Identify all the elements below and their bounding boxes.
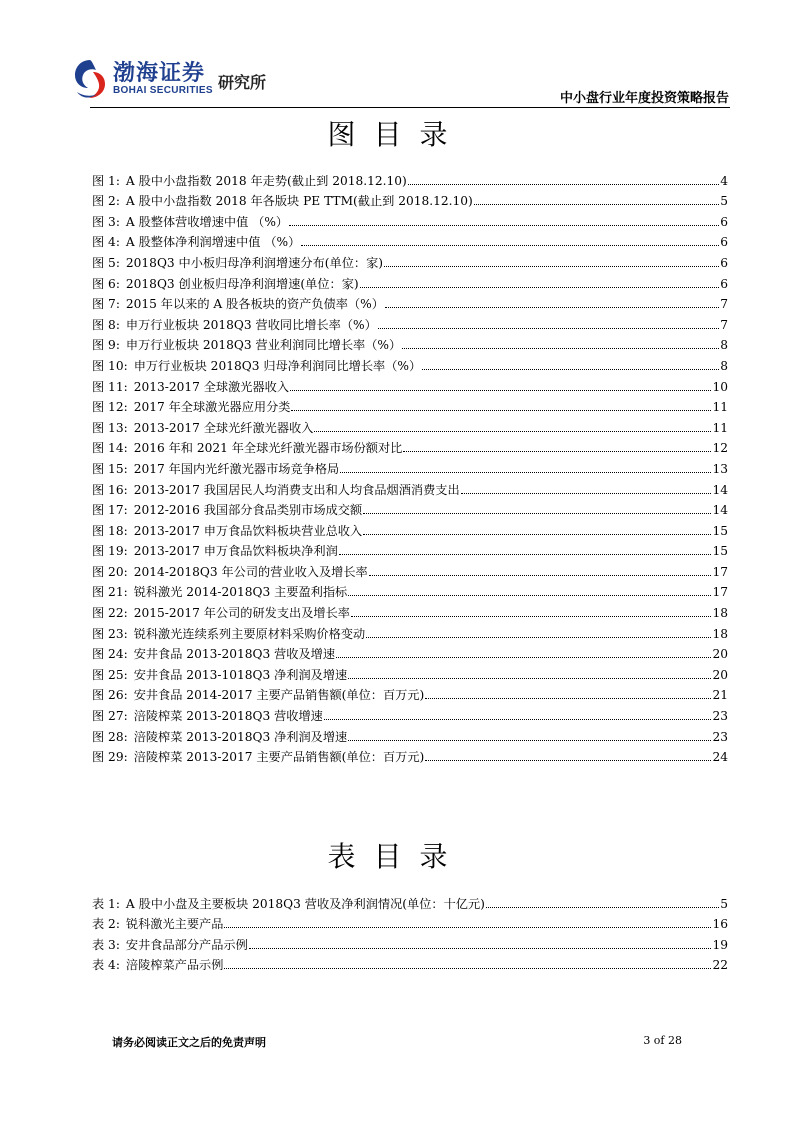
figure-toc-entry[interactable] — [92, 189, 728, 210]
toc-page-number: 21 — [712, 688, 728, 703]
figure-toc-entry[interactable] — [92, 600, 728, 621]
toc-leader-dots — [402, 348, 719, 349]
figure-toc-entry[interactable] — [92, 374, 728, 395]
toc-page-number: 15 — [712, 523, 728, 538]
figure-toc-entry[interactable] — [92, 477, 728, 498]
toc-entry-title — [92, 358, 421, 374]
toc-entry-number: 图 8: — [92, 317, 120, 332]
toc-entry-text: 2014-2018Q3 年公司的营业收入及增长率 — [133, 564, 368, 579]
figure-toc-entry[interactable] — [92, 250, 728, 271]
figure-toc-entry[interactable] — [92, 642, 728, 663]
toc-page-number: 20 — [712, 667, 728, 682]
toc-entry-text: 2013-2017 全球激光器收入 — [133, 379, 290, 394]
toc-entry-number: 图 23: — [92, 626, 128, 641]
toc-entry-text: 2018Q3 创业板归母净利润增速(单位：家) — [125, 276, 359, 291]
toc-entry-text: A 股中小盘指数 2018 年走势(截止到 2018.12.10) — [125, 173, 407, 188]
toc-entry-text: A 股中小盘及主要板块 2018Q3 营收及净利润情况(单位：十亿元) — [125, 896, 485, 911]
toc-entry-number: 图 28: — [92, 729, 128, 744]
bohai-logo-mark-icon — [73, 58, 107, 100]
toc-entry-number: 图 13: — [92, 420, 128, 435]
toc-entry-number: 图 22: — [92, 606, 128, 621]
toc-entry-title — [92, 214, 288, 230]
figure-toc-entry[interactable] — [92, 683, 728, 704]
toc-entry-title — [92, 626, 365, 642]
toc-entry-title — [92, 193, 473, 209]
toc-entry-title — [92, 937, 248, 953]
toc-page-number: 5 — [720, 194, 728, 209]
toc-entry-number: 图 7: — [92, 297, 120, 312]
figure-toc-entry[interactable] — [92, 353, 728, 374]
toc-leader-dots — [351, 616, 712, 617]
toc-entry-text: 申万行业板块 2018Q3 营业利润同比增长率（%） — [125, 338, 402, 353]
toc-leader-dots — [408, 184, 719, 185]
figure-toc-entry[interactable] — [92, 539, 728, 560]
toc-entry-number: 图 16: — [92, 482, 128, 497]
toc-entry-text: 2016 年和 2021 年全球光纤激光器市场份额对比 — [133, 441, 403, 456]
toc-entry-title — [92, 667, 347, 683]
table-toc-entry[interactable] — [92, 912, 728, 933]
toc-page-number: 8 — [720, 358, 728, 373]
toc-entry-title — [92, 543, 338, 559]
toc-page-number: 4 — [720, 173, 728, 188]
toc-entry-title — [92, 687, 424, 703]
toc-entry-title — [92, 708, 323, 724]
toc-entry-number: 图 18: — [92, 523, 128, 538]
toc-entry-number: 表 3: — [92, 937, 120, 952]
toc-entry-text: 申万行业板块 2018Q3 归母净利润同比增长率（%） — [133, 358, 422, 373]
toc-entry-title — [92, 399, 290, 415]
toc-entry-number: 图 29: — [92, 750, 128, 765]
toc-page-number: 11 — [712, 400, 728, 415]
toc-page-number: 23 — [712, 729, 728, 744]
toc-page-number: 7 — [720, 317, 728, 332]
toc-entry-title — [92, 605, 350, 621]
toc-leader-dots — [336, 657, 711, 658]
toc-entry-text: 锐科激光连续系列主要原材料采购价格变动 — [133, 626, 366, 641]
figure-toc-entry[interactable] — [92, 745, 728, 766]
toc-entry-text: 安井食品 2014-2017 主要产品销售额(单位：百万元) — [133, 688, 425, 703]
toc-entry-number: 图 27: — [92, 709, 128, 724]
figure-toc-entry[interactable] — [92, 703, 728, 724]
toc-leader-dots — [348, 740, 711, 741]
logo-chinese-name: 渤海证券 — [113, 60, 206, 86]
toc-entry-title — [92, 916, 223, 932]
toc-leader-dots — [474, 204, 719, 205]
toc-entry-text: A 股中小盘指数 2018 年各版块 PE TTM(截止到 2018.12.10) — [125, 194, 473, 209]
toc-entry-title — [92, 749, 424, 765]
figure-toc-entry[interactable] — [92, 312, 728, 333]
figure-toc-entry[interactable] — [92, 621, 728, 642]
toc-entry-title — [92, 957, 223, 973]
toc-leader-dots — [378, 328, 719, 329]
toc-page-number: 5 — [720, 896, 728, 911]
toc-entry-title — [92, 420, 313, 436]
toc-entry-title — [92, 482, 460, 498]
toc-entry-number: 表 1: — [92, 896, 120, 911]
toc-entry-number: 图 25: — [92, 667, 128, 682]
bohai-logo — [73, 56, 293, 104]
toc-entry-text: A 股整体净利润增速中值 （%） — [125, 235, 301, 250]
figure-toc-entry[interactable] — [92, 271, 728, 292]
page-number: 3 of 28 — [643, 1034, 682, 1047]
report-title: 中小盘行业年度投资策略报告 — [559, 91, 729, 106]
toc-page-number: 8 — [720, 338, 728, 353]
toc-entry-number: 图 20: — [92, 564, 128, 579]
toc-leader-dots — [301, 245, 719, 246]
toc-leader-dots — [291, 410, 711, 411]
toc-entry-text: 安井食品 2013-2018Q3 营收及增速 — [133, 647, 336, 662]
figure-toc-entry[interactable] — [92, 518, 728, 539]
header-divider — [90, 107, 730, 108]
toc-entry-title — [92, 729, 347, 745]
toc-leader-dots — [385, 307, 719, 308]
toc-page-number: 11 — [712, 420, 728, 435]
toc-entry-number: 图 11: — [92, 379, 128, 394]
toc-entry-title — [92, 276, 359, 292]
toc-leader-dots — [224, 927, 711, 928]
toc-entry-title — [92, 173, 407, 189]
toc-entry-text: 安井食品部分产品示例 — [125, 937, 248, 952]
toc-leader-dots — [249, 948, 712, 949]
toc-page-number: 12 — [712, 441, 728, 456]
toc-page-number: 6 — [720, 235, 728, 250]
table-toc-entry[interactable] — [92, 932, 728, 953]
toc-page-number: 17 — [712, 585, 728, 600]
toc-entry-text: 2013-2017 申万食品饮料板块净利润 — [133, 544, 338, 559]
toc-page-number: 24 — [712, 750, 728, 765]
toc-entry-title — [92, 379, 289, 395]
toc-page-number: 6 — [720, 255, 728, 270]
toc-entry-text: A 股整体营收增速中值 （%） — [125, 214, 289, 229]
toc-entry-text: 锐科激光主要产品 — [125, 917, 224, 932]
table-toc-entry[interactable] — [92, 953, 728, 974]
toc-entry-title — [92, 502, 362, 518]
toc-leader-dots — [224, 968, 711, 969]
toc-entry-number: 图 5: — [92, 255, 120, 270]
toc-leader-dots — [290, 390, 711, 391]
toc-entry-title — [92, 440, 402, 456]
figure-toc-entry[interactable] — [92, 456, 728, 477]
toc-entry-text: 涪陵榨菜 2013-2017 主要产品销售额(单位：百万元) — [133, 750, 425, 765]
toc-entry-title — [92, 564, 368, 580]
toc-entry-title — [92, 337, 401, 353]
toc-entry-number: 图 12: — [92, 400, 128, 415]
figure-toc-entry[interactable] — [92, 559, 728, 580]
toc-entry-title — [92, 255, 383, 271]
toc-page-number: 10 — [712, 379, 728, 394]
disclaimer-note: 请务必阅读正文之后的免责声明 — [112, 1036, 266, 1049]
toc-entry-text: 2017 年国内光纤激光器市场竞争格局 — [133, 461, 340, 476]
toc-page-number: 7 — [720, 297, 728, 312]
toc-page-number: 18 — [712, 626, 728, 641]
toc-entry-number: 图 1: — [92, 173, 120, 188]
toc-page-number: 17 — [712, 564, 728, 579]
toc-leader-dots — [348, 678, 711, 679]
toc-leader-dots — [422, 369, 719, 370]
toc-leader-dots — [369, 575, 712, 576]
toc-entry-number: 图 17: — [92, 503, 128, 518]
toc-entry-number: 图 10: — [92, 358, 128, 373]
figure-toc-entry[interactable] — [92, 230, 728, 251]
figure-toc-entry[interactable] — [92, 724, 728, 745]
logo-institute-name: 研究所 — [218, 73, 267, 92]
figure-toc-entry[interactable] — [92, 292, 728, 313]
figure-toc-entry[interactable] — [92, 415, 728, 436]
figure-toc-entry[interactable] — [92, 209, 728, 230]
toc-entry-text: 2015-2017 年公司的研发支出及增长率 — [133, 606, 350, 621]
toc-leader-dots — [360, 287, 720, 288]
toc-entry-number: 图 4: — [92, 235, 120, 250]
toc-leader-dots — [461, 493, 712, 494]
figure-toc-entry[interactable] — [92, 436, 728, 457]
toc-entry-text: 2018Q3 中小板归母净利润增速分布(单位：家) — [125, 255, 384, 270]
toc-entry-number: 图 2: — [92, 194, 120, 209]
toc-entry-number: 图 24: — [92, 647, 128, 662]
toc-entry-title — [92, 584, 347, 600]
toc-entry-text: 安井食品 2013-1018Q3 净利润及增速 — [133, 667, 348, 682]
toc-entry-number: 图 14: — [92, 441, 128, 456]
tables-list-title: 表目录 — [327, 840, 466, 873]
toc-page-number: 6 — [720, 214, 728, 229]
toc-leader-dots — [425, 698, 711, 699]
figure-toc-entry[interactable] — [92, 580, 728, 601]
figures-list-title: 图目录 — [327, 118, 466, 151]
toc-entry-text: 2013-2017 全球光纤激光器收入 — [133, 420, 314, 435]
toc-page-number: 19 — [712, 937, 728, 952]
toc-entry-text: 2013-2017 申万食品饮料板块营业总收入 — [133, 523, 363, 538]
toc-entry-text: 2017 年全球激光器应用分类 — [133, 400, 291, 415]
toc-entry-number: 图 21: — [92, 585, 128, 600]
logo-english-name: BOHAI SECURITIES — [113, 85, 213, 96]
toc-entry-title — [92, 461, 339, 477]
toc-leader-dots — [324, 719, 712, 720]
toc-leader-dots — [348, 595, 711, 596]
toc-entry-text: 申万行业板块 2018Q3 营收同比增长率（%） — [125, 317, 377, 332]
table-toc-entry[interactable] — [92, 891, 728, 912]
toc-leader-dots — [314, 431, 711, 432]
figures-list — [92, 168, 728, 765]
toc-entry-number: 图 6: — [92, 276, 120, 291]
toc-entry-number: 图 19: — [92, 544, 128, 559]
toc-leader-dots — [340, 472, 711, 473]
toc-leader-dots — [366, 637, 711, 638]
toc-entry-title — [92, 523, 362, 539]
toc-entry-number: 表 2: — [92, 917, 120, 932]
tables-list — [92, 891, 728, 973]
toc-page-number: 18 — [712, 606, 728, 621]
toc-page-number: 14 — [712, 503, 728, 518]
toc-entry-number: 图 15: — [92, 461, 128, 476]
toc-page-number: 13 — [712, 461, 728, 476]
page-header — [0, 0, 793, 110]
toc-entry-title — [92, 896, 485, 912]
toc-leader-dots — [363, 513, 711, 514]
toc-entry-text: 涪陵榨菜产品示例 — [125, 958, 224, 973]
toc-entry-number: 图 9: — [92, 338, 120, 353]
toc-page-number: 14 — [712, 482, 728, 497]
toc-entry-title — [92, 234, 300, 250]
toc-page-number: 20 — [712, 647, 728, 662]
toc-page-number: 23 — [712, 709, 728, 724]
toc-entry-text: 2012-2016 我国部分食品类别市场成交额 — [133, 503, 363, 518]
toc-page-number: 16 — [712, 917, 728, 932]
toc-leader-dots — [289, 225, 719, 226]
toc-entry-text: 2015 年以来的 A 股各板块的资产负债率（%） — [125, 297, 384, 312]
toc-leader-dots — [486, 907, 719, 908]
toc-entry-number: 图 26: — [92, 688, 128, 703]
toc-entry-title — [92, 317, 377, 333]
toc-entry-text: 锐科激光 2014-2018Q3 主要盈利指标 — [133, 585, 348, 600]
figure-toc-entry[interactable] — [92, 168, 728, 189]
toc-leader-dots — [384, 266, 719, 267]
toc-page-number: 15 — [712, 544, 728, 559]
figure-toc-entry[interactable] — [92, 498, 728, 519]
toc-page-number: 22 — [712, 958, 728, 973]
toc-leader-dots — [425, 760, 711, 761]
toc-entry-title — [92, 296, 384, 312]
figure-toc-entry[interactable] — [92, 395, 728, 416]
toc-entry-number: 图 3: — [92, 214, 120, 229]
toc-entry-title — [92, 646, 335, 662]
toc-leader-dots — [339, 554, 712, 555]
toc-entry-text: 涪陵榨菜 2013-2018Q3 营收增速 — [133, 709, 323, 724]
toc-leader-dots — [403, 451, 711, 452]
figure-toc-entry[interactable] — [92, 662, 728, 683]
toc-page-number: 6 — [720, 276, 728, 291]
figure-toc-entry[interactable] — [92, 333, 728, 354]
toc-entry-text: 涪陵榨菜 2013-2018Q3 净利润及增速 — [133, 729, 348, 744]
toc-leader-dots — [363, 534, 711, 535]
toc-entry-number: 表 4: — [92, 958, 120, 973]
toc-entry-text: 2013-2017 我国居民人均消费支出和人均食品烟酒消费支出 — [133, 482, 460, 497]
